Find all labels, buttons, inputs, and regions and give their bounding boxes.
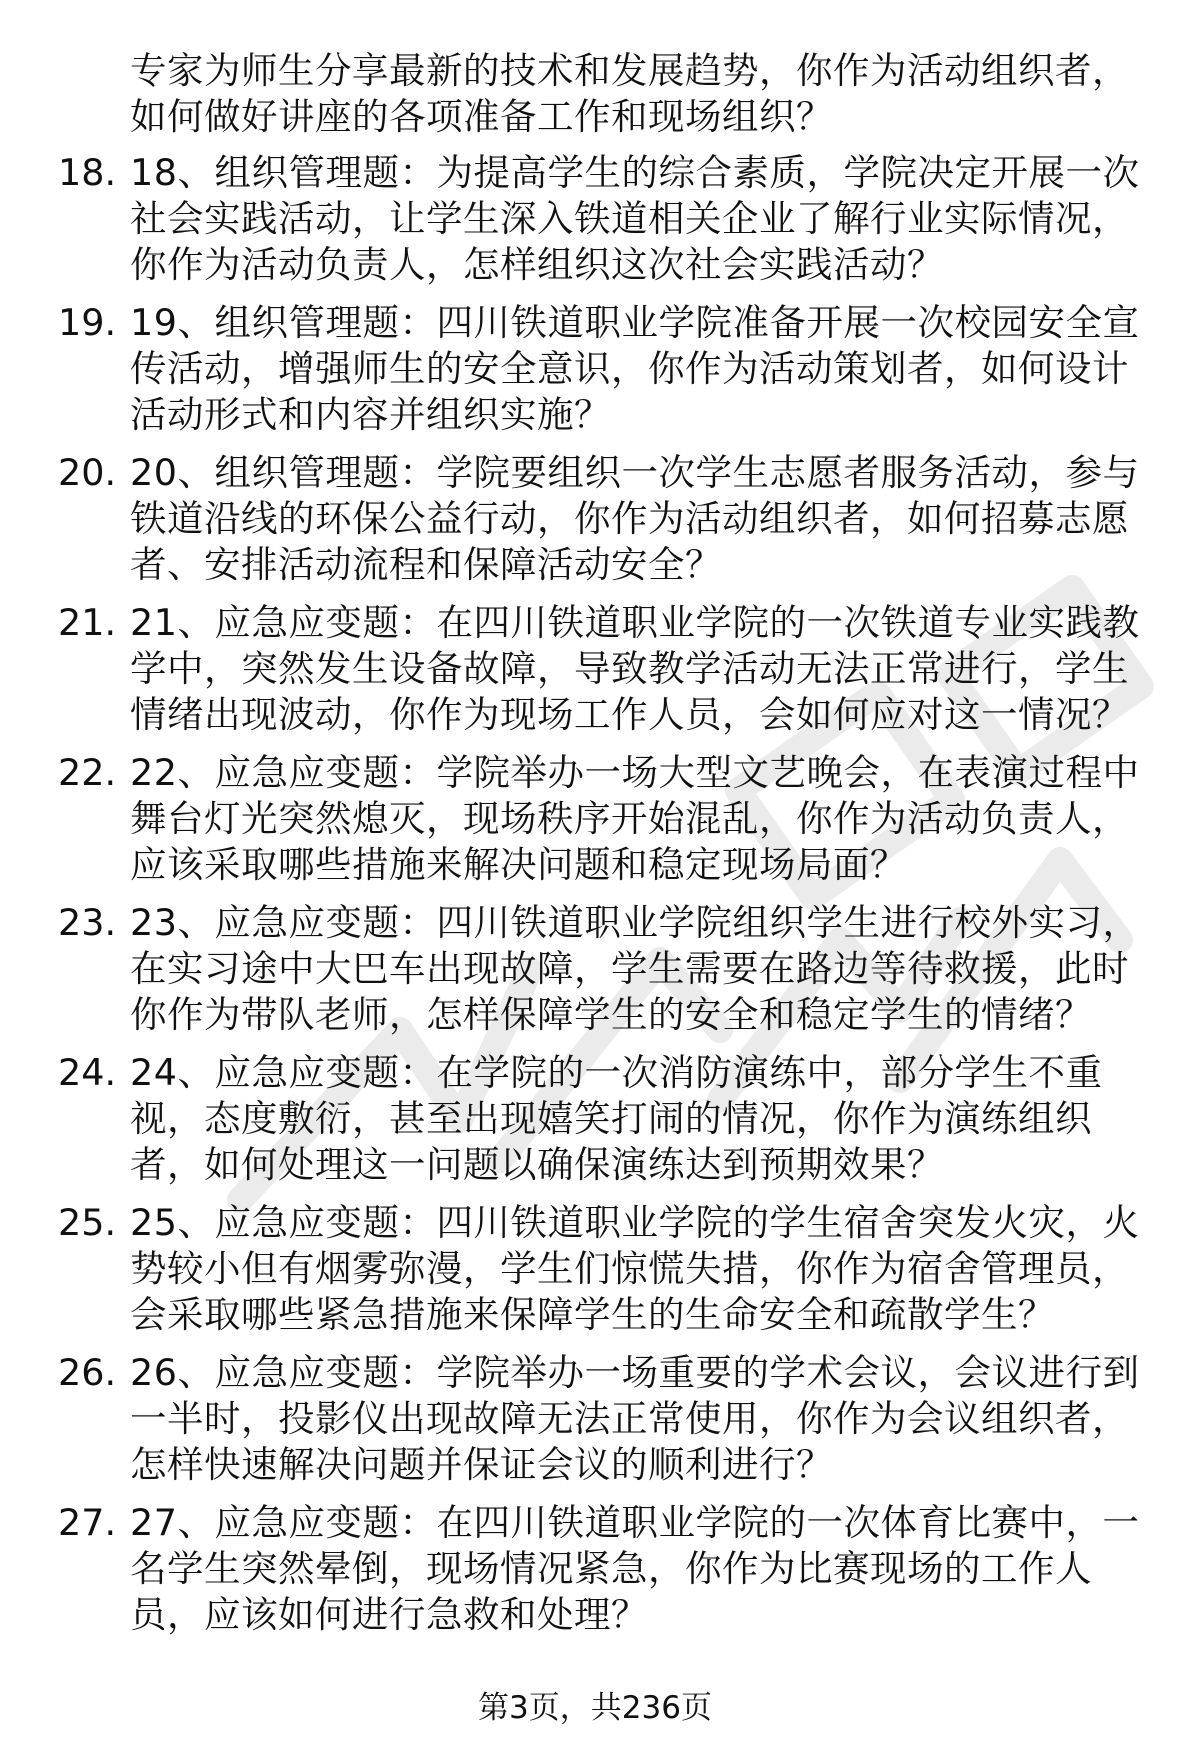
- list-item: [58, 1500, 1158, 1638]
- list-item-text: 22、应急应变题：学院举办一场大型文艺晚会，在表演过程中舞台灯光突然熄灭，现场秩序开始混乱，你作为活动负责人，应该采取哪些措施来解决问题和稳定现场局面？: [130, 751, 1140, 886]
- list-item-text: 20、组织管理题：学院要组织一次学生志愿者服务活动，参与铁道沿线的环保公益行动，你作为活动组织者，如何招募志愿者、安排活动流程和保障活动安全？: [130, 451, 1140, 586]
- list-item-number: 21.: [58, 601, 117, 644]
- list-item: [58, 1200, 1158, 1338]
- list-item-text: 27、应急应变题：在四川铁道职业学院的一次体育比赛中，一名学生突然晕倒，现场情况紧急，你作为比赛现场的工作人员，应该如何进行急救和处理？: [130, 1501, 1140, 1636]
- list-item: [58, 600, 1158, 738]
- list-item-number: 18.: [58, 151, 117, 194]
- list-item: [58, 150, 1158, 288]
- list-item-text: 25、应急应变题：四川铁道职业学院的学生宿舍突发火灾，火势较小但有烟雾弥漫，学生们惊慌失措，你作为宿舍管理员，会采取哪些紧急措施来保障学生的生命安全和疏散学生？: [130, 1201, 1140, 1336]
- list-item-text: 19、组织管理题：四川铁道职业学院准备开展一次校园安全宣传活动，增强师生的安全意识，你作为活动策划者，如何设计活动形式和内容并组织实施？: [130, 301, 1140, 436]
- list-item: [58, 900, 1158, 1038]
- list-item-number: 27.: [58, 1501, 117, 1544]
- list-item-text: 26、应急应变题：学院举办一场重要的学术会议，会议进行到一半时，投影仪出现故障无法正常使用，你作为会议组织者，怎样快速解决问题并保证会议的顺利进行？: [130, 1351, 1140, 1486]
- list-item: [58, 1050, 1158, 1188]
- list-item-text: 24、应急应变题：在学院的一次消防演练中，部分学生不重视，态度敷衍，甚至出现嬉笑打闹的情况，你作为演练组织者，如何处理这一问题以确保演练达到预期效果？: [130, 1051, 1103, 1186]
- question-list: [58, 150, 1158, 1638]
- list-item: [58, 300, 1158, 438]
- list-item: [58, 1350, 1158, 1488]
- list-item-number: 25.: [58, 1201, 117, 1244]
- list-item-number: 26.: [58, 1351, 117, 1394]
- list-item-number: 23.: [58, 901, 117, 944]
- continuation-paragraph: 专家为师生分享最新的技术和发展趋势，你作为活动组织者，如何做好讲座的各项准备工作和现场组织？: [130, 49, 1129, 138]
- list-item-number: 22.: [58, 751, 117, 794]
- list-item: [58, 750, 1158, 888]
- list-item-text: 18、组织管理题：为提高学生的综合素质，学院决定开展一次社会实践活动，让学生深入铁道相关企业了解行业实际情况，你作为活动负责人，怎样组织这次社会实践活动？: [130, 151, 1140, 286]
- list-item-number: 19.: [58, 301, 117, 344]
- list-item-text: 21、应急应变题：在四川铁道职业学院的一次铁道专业实践教学中，突然发生设备故障，导致教学活动无法正常进行，学生情绪出现波动，你作为现场工作人员，会如何应对这一情况？: [130, 601, 1140, 736]
- list-item-number: 20.: [58, 451, 117, 494]
- list-item: [58, 450, 1158, 588]
- list-item-number: 24.: [58, 1051, 117, 1094]
- document-body: [58, 48, 1158, 1650]
- page-footer: 第3页，共236页: [478, 1690, 712, 1726]
- list-item-text: 23、应急应变题：四川铁道职业学院组织学生进行校外实习，在实习途中大巴车出现故障，学生需要在路边等待救援，此时你作为带队老师，怎样保障学生的安全和稳定学生的情绪？: [130, 901, 1140, 1036]
